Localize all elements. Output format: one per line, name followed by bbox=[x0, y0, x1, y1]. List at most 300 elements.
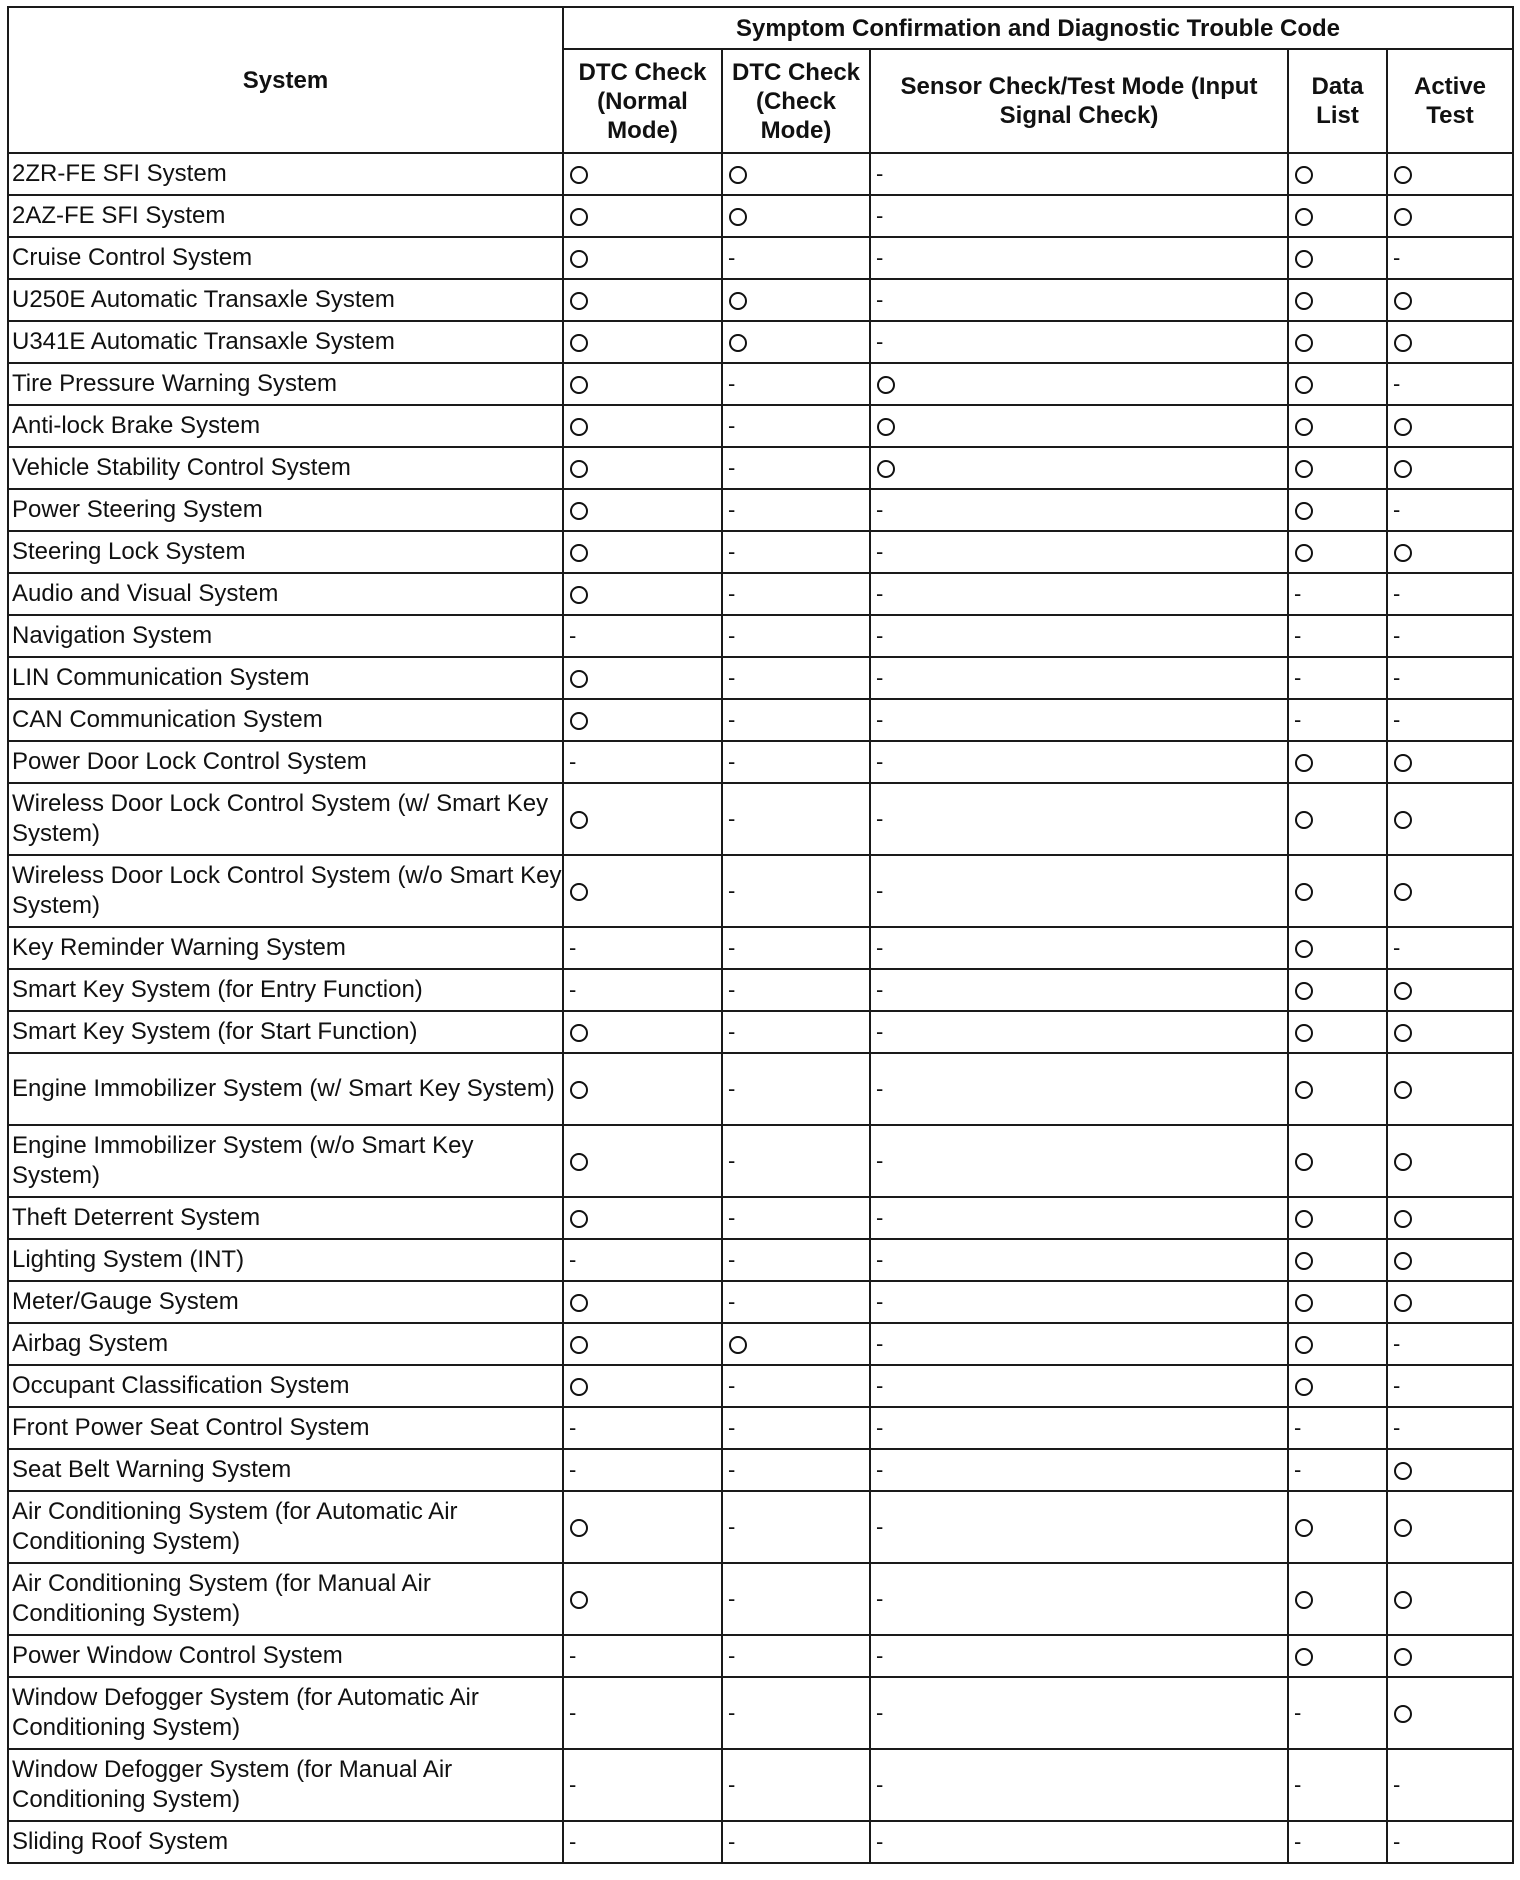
supported-circle-icon bbox=[1295, 883, 1313, 901]
active-test-cell bbox=[1387, 1635, 1513, 1677]
active-test-cell bbox=[1387, 321, 1513, 363]
not-supported-dash: - bbox=[728, 1148, 736, 1173]
not-supported-dash: - bbox=[1294, 1829, 1302, 1854]
system-name-cell: Smart Key System (for Start Function) bbox=[8, 1011, 563, 1053]
not-supported-dash: - bbox=[728, 1019, 736, 1044]
sensor-check-cell bbox=[870, 405, 1288, 447]
not-supported-dash: - bbox=[876, 1373, 884, 1398]
dtc-check-mode-cell bbox=[722, 783, 870, 855]
not-supported-dash: - bbox=[728, 455, 736, 480]
dtc-normal-mode-cell bbox=[563, 531, 722, 573]
table-row bbox=[8, 1365, 1513, 1407]
supported-circle-icon bbox=[1394, 1591, 1412, 1609]
supported-circle-icon bbox=[1295, 1153, 1313, 1171]
supported-circle-icon bbox=[729, 1336, 747, 1354]
active-test-cell bbox=[1387, 1749, 1513, 1821]
active-test-cell bbox=[1387, 237, 1513, 279]
supported-circle-icon bbox=[1394, 460, 1412, 478]
sensor-check-cell bbox=[870, 1323, 1288, 1365]
not-supported-dash: - bbox=[876, 161, 884, 186]
dtc-normal-mode-cell bbox=[563, 969, 722, 1011]
dtc-check-mode-cell bbox=[722, 489, 870, 531]
system-name-cell: Cruise Control System bbox=[8, 237, 563, 279]
dtc-normal-mode-cell bbox=[563, 657, 722, 699]
system-name-cell: Air Conditioning System (for Automatic Air Conditioning System) bbox=[8, 1491, 563, 1563]
supported-circle-icon bbox=[570, 712, 588, 730]
supported-circle-icon bbox=[1295, 1294, 1313, 1312]
dtc-check-mode-cell bbox=[722, 1365, 870, 1407]
supported-circle-icon bbox=[570, 208, 588, 226]
not-supported-dash: - bbox=[728, 1514, 736, 1539]
supported-circle-icon bbox=[570, 1294, 588, 1312]
supported-circle-icon bbox=[1295, 982, 1313, 1000]
not-supported-dash: - bbox=[728, 878, 736, 903]
table-row bbox=[8, 741, 1513, 783]
dtc-check-mode-cell bbox=[722, 615, 870, 657]
not-supported-dash: - bbox=[876, 1205, 884, 1230]
not-supported-dash: - bbox=[876, 1019, 884, 1044]
data-list-cell bbox=[1288, 657, 1387, 699]
table-row bbox=[8, 573, 1513, 615]
not-supported-dash: - bbox=[569, 1457, 577, 1482]
table-row bbox=[8, 1563, 1513, 1635]
sensor-check-cell bbox=[870, 1239, 1288, 1281]
dtc-check-mode-cell bbox=[722, 279, 870, 321]
supported-circle-icon bbox=[1295, 460, 1313, 478]
dtc-check-mode-cell bbox=[722, 969, 870, 1011]
not-supported-dash: - bbox=[876, 665, 884, 690]
dtc-normal-mode-cell bbox=[563, 1563, 722, 1635]
not-supported-dash: - bbox=[728, 665, 736, 690]
not-supported-dash: - bbox=[728, 1829, 736, 1854]
sensor-check-cell bbox=[870, 1491, 1288, 1563]
dtc-normal-mode-cell bbox=[563, 447, 722, 489]
not-supported-dash: - bbox=[1393, 707, 1401, 732]
dtc-normal-mode-cell bbox=[563, 195, 722, 237]
dtc-check-mode-cell bbox=[722, 573, 870, 615]
data-list-cell bbox=[1288, 573, 1387, 615]
system-name-cell: Wireless Door Lock Control System (w/ Smart Key System) bbox=[8, 783, 563, 855]
dtc-check-mode-cell bbox=[722, 1323, 870, 1365]
data-list-cell bbox=[1288, 321, 1387, 363]
supported-circle-icon bbox=[570, 502, 588, 520]
table-row bbox=[8, 363, 1513, 405]
supported-circle-icon bbox=[1295, 418, 1313, 436]
active-test-cell bbox=[1387, 1239, 1513, 1281]
not-supported-dash: - bbox=[876, 707, 884, 732]
not-supported-dash: - bbox=[1393, 1331, 1401, 1356]
table-row bbox=[8, 447, 1513, 489]
active-test-cell bbox=[1387, 1449, 1513, 1491]
table-row bbox=[8, 1125, 1513, 1197]
sensor-check-cell bbox=[870, 927, 1288, 969]
table-row bbox=[8, 657, 1513, 699]
not-supported-dash: - bbox=[728, 1586, 736, 1611]
dtc-check-mode-cell bbox=[722, 657, 870, 699]
dtc-normal-mode-cell bbox=[563, 1053, 722, 1125]
active-test-cell bbox=[1387, 1563, 1513, 1635]
data-list-cell bbox=[1288, 195, 1387, 237]
system-name-cell: Window Defogger System (for Automatic Air Conditioning System) bbox=[8, 1677, 563, 1749]
table-row bbox=[8, 489, 1513, 531]
not-supported-dash: - bbox=[1294, 1772, 1302, 1797]
active-test-cell bbox=[1387, 855, 1513, 927]
dtc-check-mode-cell bbox=[722, 153, 870, 195]
dtc-check-mode-cell bbox=[722, 1563, 870, 1635]
active-test-cell bbox=[1387, 1197, 1513, 1239]
data-list-cell bbox=[1288, 405, 1387, 447]
supported-circle-icon bbox=[1295, 334, 1313, 352]
not-supported-dash: - bbox=[728, 1772, 736, 1797]
table-row bbox=[8, 1011, 1513, 1053]
sensor-check-cell bbox=[870, 1677, 1288, 1749]
data-list-cell bbox=[1288, 1635, 1387, 1677]
table-row bbox=[8, 855, 1513, 927]
dtc-normal-mode-cell bbox=[563, 783, 722, 855]
table-row bbox=[8, 1449, 1513, 1491]
data-list-header: Data List bbox=[1288, 49, 1387, 153]
active-test-cell bbox=[1387, 489, 1513, 531]
data-list-cell bbox=[1288, 237, 1387, 279]
not-supported-dash: - bbox=[876, 935, 884, 960]
system-name-cell: Power Door Lock Control System bbox=[8, 741, 563, 783]
sensor-check-cell bbox=[870, 969, 1288, 1011]
not-supported-dash: - bbox=[569, 749, 577, 774]
dtc-check-mode-cell bbox=[722, 1239, 870, 1281]
data-list-cell bbox=[1288, 1323, 1387, 1365]
not-supported-dash: - bbox=[1393, 371, 1401, 396]
not-supported-dash: - bbox=[569, 1700, 577, 1725]
dtc-normal-mode-cell bbox=[563, 405, 722, 447]
sensor-check-cell bbox=[870, 1821, 1288, 1863]
dtc-check-mode-cell bbox=[722, 1749, 870, 1821]
dtc-check-mode-cell bbox=[722, 1407, 870, 1449]
system-name-cell: Power Steering System bbox=[8, 489, 563, 531]
not-supported-dash: - bbox=[1393, 581, 1401, 606]
data-list-cell bbox=[1288, 1749, 1387, 1821]
sensor-check-cell bbox=[870, 615, 1288, 657]
active-test-cell bbox=[1387, 1125, 1513, 1197]
data-list-cell bbox=[1288, 1239, 1387, 1281]
supported-circle-icon bbox=[1394, 418, 1412, 436]
table-row bbox=[8, 927, 1513, 969]
supported-circle-icon bbox=[1295, 754, 1313, 772]
active-test-cell bbox=[1387, 1053, 1513, 1125]
table-row bbox=[8, 969, 1513, 1011]
supported-circle-icon bbox=[1295, 1336, 1313, 1354]
not-supported-dash: - bbox=[1393, 1829, 1401, 1854]
data-list-cell bbox=[1288, 1407, 1387, 1449]
not-supported-dash: - bbox=[876, 329, 884, 354]
not-supported-dash: - bbox=[876, 1586, 884, 1611]
dtc-normal-mode-cell bbox=[563, 237, 722, 279]
not-supported-dash: - bbox=[1393, 245, 1401, 270]
not-supported-dash: - bbox=[728, 413, 736, 438]
dtc-check-mode-cell bbox=[722, 363, 870, 405]
data-list-cell bbox=[1288, 927, 1387, 969]
data-list-cell bbox=[1288, 1365, 1387, 1407]
supported-circle-icon bbox=[1295, 1252, 1313, 1270]
active-test-cell bbox=[1387, 531, 1513, 573]
supported-circle-icon bbox=[1295, 376, 1313, 394]
supported-circle-icon bbox=[1295, 1081, 1313, 1099]
dtc-check-mode-cell bbox=[722, 855, 870, 927]
dtc-check-mode-cell bbox=[722, 195, 870, 237]
data-list-cell bbox=[1288, 855, 1387, 927]
sensor-check-cell bbox=[870, 153, 1288, 195]
not-supported-dash: - bbox=[728, 749, 736, 774]
supported-circle-icon bbox=[1394, 1210, 1412, 1228]
dtc-normal-mode-cell bbox=[563, 699, 722, 741]
table-row bbox=[8, 1323, 1513, 1365]
sensor-check-cell bbox=[870, 657, 1288, 699]
supported-circle-icon bbox=[570, 1081, 588, 1099]
sensor-check-cell bbox=[870, 1563, 1288, 1635]
table-header bbox=[8, 7, 1513, 153]
supported-circle-icon bbox=[1394, 1252, 1412, 1270]
table-row bbox=[8, 237, 1513, 279]
supported-circle-icon bbox=[1295, 1648, 1313, 1666]
not-supported-dash: - bbox=[1393, 1772, 1401, 1797]
table-row bbox=[8, 195, 1513, 237]
not-supported-dash: - bbox=[728, 935, 736, 960]
system-name-cell: U250E Automatic Transaxle System bbox=[8, 279, 563, 321]
supported-circle-icon bbox=[729, 166, 747, 184]
not-supported-dash: - bbox=[1294, 1457, 1302, 1482]
table-row bbox=[8, 615, 1513, 657]
sensor-check-cell bbox=[870, 573, 1288, 615]
supported-circle-icon bbox=[1394, 811, 1412, 829]
not-supported-dash: - bbox=[1393, 935, 1401, 960]
not-supported-dash: - bbox=[728, 1415, 736, 1440]
active-test-cell bbox=[1387, 1677, 1513, 1749]
sensor-check-header: Sensor Check/Test Mode (Input Signal Check) bbox=[870, 49, 1288, 153]
supported-circle-icon bbox=[1394, 1648, 1412, 1666]
system-name-cell: Wireless Door Lock Control System (w/o Smart Key System) bbox=[8, 855, 563, 927]
not-supported-dash: - bbox=[1294, 707, 1302, 732]
dtc-normal-mode-cell bbox=[563, 927, 722, 969]
not-supported-dash: - bbox=[1294, 1415, 1302, 1440]
supported-circle-icon bbox=[570, 376, 588, 394]
dtc-normal-mode-cell bbox=[563, 279, 722, 321]
dtc-check-mode-cell bbox=[722, 1125, 870, 1197]
supported-circle-icon bbox=[570, 250, 588, 268]
table-row bbox=[8, 1053, 1513, 1125]
dtc-check-mode-cell bbox=[722, 237, 870, 279]
sensor-check-cell bbox=[870, 1011, 1288, 1053]
active-test-cell bbox=[1387, 279, 1513, 321]
not-supported-dash: - bbox=[569, 1415, 577, 1440]
not-supported-dash: - bbox=[876, 977, 884, 1002]
table-row bbox=[8, 1239, 1513, 1281]
not-supported-dash: - bbox=[728, 1700, 736, 1725]
sensor-check-cell bbox=[870, 1749, 1288, 1821]
not-supported-dash: - bbox=[728, 977, 736, 1002]
system-name-cell: U341E Automatic Transaxle System bbox=[8, 321, 563, 363]
system-name-cell: Air Conditioning System (for Manual Air Conditioning System) bbox=[8, 1563, 563, 1635]
data-list-cell bbox=[1288, 531, 1387, 573]
not-supported-dash: - bbox=[1294, 623, 1302, 648]
dtc-check-mode-cell bbox=[722, 1491, 870, 1563]
not-supported-dash: - bbox=[876, 878, 884, 903]
system-name-cell: CAN Communication System bbox=[8, 699, 563, 741]
not-supported-dash: - bbox=[1393, 623, 1401, 648]
system-name-cell: Steering Lock System bbox=[8, 531, 563, 573]
not-supported-dash: - bbox=[569, 1643, 577, 1668]
not-supported-dash: - bbox=[1393, 497, 1401, 522]
table-row bbox=[8, 783, 1513, 855]
supported-circle-icon bbox=[877, 418, 895, 436]
not-supported-dash: - bbox=[1393, 1415, 1401, 1440]
supported-circle-icon bbox=[1394, 334, 1412, 352]
sensor-check-cell bbox=[870, 1365, 1288, 1407]
active-test-cell bbox=[1387, 1281, 1513, 1323]
supported-circle-icon bbox=[570, 1024, 588, 1042]
system-name-cell: Airbag System bbox=[8, 1323, 563, 1365]
sensor-check-cell bbox=[870, 279, 1288, 321]
sensor-check-cell bbox=[870, 855, 1288, 927]
active-test-cell bbox=[1387, 741, 1513, 783]
table-row bbox=[8, 1407, 1513, 1449]
data-list-cell bbox=[1288, 1449, 1387, 1491]
not-supported-dash: - bbox=[728, 1373, 736, 1398]
system-name-cell: Occupant Classification System bbox=[8, 1365, 563, 1407]
supported-circle-icon bbox=[1394, 166, 1412, 184]
dtc-normal-mode-cell bbox=[563, 1011, 722, 1053]
not-supported-dash: - bbox=[569, 623, 577, 648]
not-supported-dash: - bbox=[876, 1331, 884, 1356]
table-row bbox=[8, 1635, 1513, 1677]
supported-circle-icon bbox=[570, 292, 588, 310]
active-test-cell bbox=[1387, 1821, 1513, 1863]
data-list-cell bbox=[1288, 1677, 1387, 1749]
not-supported-dash: - bbox=[876, 623, 884, 648]
not-supported-dash: - bbox=[569, 1829, 577, 1854]
supported-circle-icon bbox=[1394, 544, 1412, 562]
not-supported-dash: - bbox=[569, 935, 577, 960]
system-name-cell: Anti-lock Brake System bbox=[8, 405, 563, 447]
active-test-cell bbox=[1387, 969, 1513, 1011]
not-supported-dash: - bbox=[728, 1643, 736, 1668]
supported-circle-icon bbox=[570, 586, 588, 604]
active-test-cell bbox=[1387, 927, 1513, 969]
dtc-check-mode-cell bbox=[722, 927, 870, 969]
sensor-check-cell bbox=[870, 1125, 1288, 1197]
supported-circle-icon bbox=[1394, 1024, 1412, 1042]
supported-circle-icon bbox=[1295, 250, 1313, 268]
not-supported-dash: - bbox=[728, 707, 736, 732]
supported-circle-icon bbox=[1295, 166, 1313, 184]
dtc-normal-mode-cell bbox=[563, 1407, 722, 1449]
system-name-cell: Tire Pressure Warning System bbox=[8, 363, 563, 405]
not-supported-dash: - bbox=[1393, 665, 1401, 690]
supported-circle-icon bbox=[1295, 1591, 1313, 1609]
supported-circle-icon bbox=[1295, 208, 1313, 226]
system-name-cell: Front Power Seat Control System bbox=[8, 1407, 563, 1449]
table-row bbox=[8, 279, 1513, 321]
data-list-cell bbox=[1288, 783, 1387, 855]
not-supported-dash: - bbox=[728, 245, 736, 270]
dtc-check-mode-cell bbox=[722, 1197, 870, 1239]
not-supported-dash: - bbox=[569, 1772, 577, 1797]
not-supported-dash: - bbox=[1294, 665, 1302, 690]
system-name-cell: Sliding Roof System bbox=[8, 1821, 563, 1863]
active-test-cell bbox=[1387, 615, 1513, 657]
not-supported-dash: - bbox=[728, 371, 736, 396]
not-supported-dash: - bbox=[728, 1247, 736, 1272]
supported-circle-icon bbox=[570, 166, 588, 184]
sensor-check-cell bbox=[870, 531, 1288, 573]
table-row bbox=[8, 153, 1513, 195]
supported-circle-icon bbox=[570, 1336, 588, 1354]
diagnostic-capability-table bbox=[7, 6, 1514, 1864]
active-test-cell bbox=[1387, 1365, 1513, 1407]
table-row bbox=[8, 699, 1513, 741]
active-test-cell bbox=[1387, 699, 1513, 741]
symptom-group-header: Symptom Confirmation and Diagnostic Trouble Code bbox=[563, 7, 1513, 49]
data-list-cell bbox=[1288, 1821, 1387, 1863]
not-supported-dash: - bbox=[876, 1514, 884, 1539]
dtc-check-mode-cell bbox=[722, 741, 870, 783]
supported-circle-icon bbox=[1394, 1462, 1412, 1480]
active-test-cell bbox=[1387, 783, 1513, 855]
dtc-normal-mode-cell bbox=[563, 855, 722, 927]
dtc-normal-mode-cell bbox=[563, 1491, 722, 1563]
dtc-normal-mode-cell bbox=[563, 1239, 722, 1281]
supported-circle-icon bbox=[1295, 940, 1313, 958]
sensor-check-cell bbox=[870, 363, 1288, 405]
supported-circle-icon bbox=[1394, 292, 1412, 310]
dtc-check-mode-cell bbox=[722, 1635, 870, 1677]
not-supported-dash: - bbox=[876, 497, 884, 522]
dtc-normal-mode-cell bbox=[563, 363, 722, 405]
table-row bbox=[8, 531, 1513, 573]
table-row bbox=[8, 405, 1513, 447]
active-test-cell bbox=[1387, 657, 1513, 699]
not-supported-dash: - bbox=[728, 1289, 736, 1314]
dtc-normal-mode-cell bbox=[563, 1197, 722, 1239]
active-test-cell bbox=[1387, 1011, 1513, 1053]
table-row bbox=[8, 321, 1513, 363]
not-supported-dash: - bbox=[876, 806, 884, 831]
sensor-check-cell bbox=[870, 321, 1288, 363]
supported-circle-icon bbox=[1394, 208, 1412, 226]
supported-circle-icon bbox=[1394, 1153, 1412, 1171]
data-list-cell bbox=[1288, 363, 1387, 405]
supported-circle-icon bbox=[1295, 1519, 1313, 1537]
dtc-normal-mode-cell bbox=[563, 1635, 722, 1677]
dtc-normal-mode-cell bbox=[563, 321, 722, 363]
dtc-check-mode-cell bbox=[722, 1281, 870, 1323]
dtc-normal-mode-cell bbox=[563, 489, 722, 531]
system-name-cell: Engine Immobilizer System (w/ Smart Key System) bbox=[8, 1053, 563, 1125]
system-name-cell: Lighting System (INT) bbox=[8, 1239, 563, 1281]
dtc-check-mode-cell bbox=[722, 1449, 870, 1491]
not-supported-dash: - bbox=[728, 1205, 736, 1230]
system-name-cell: LIN Communication System bbox=[8, 657, 563, 699]
table-row bbox=[8, 1491, 1513, 1563]
table-row bbox=[8, 1749, 1513, 1821]
system-name-cell: Engine Immobilizer System (w/o Smart Key System) bbox=[8, 1125, 563, 1197]
active-test-cell bbox=[1387, 447, 1513, 489]
sensor-check-cell bbox=[870, 237, 1288, 279]
not-supported-dash: - bbox=[728, 623, 736, 648]
supported-circle-icon bbox=[877, 376, 895, 394]
dtc-normal-mode-cell bbox=[563, 1677, 722, 1749]
data-list-cell bbox=[1288, 1053, 1387, 1125]
data-list-cell bbox=[1288, 279, 1387, 321]
data-list-cell bbox=[1288, 1281, 1387, 1323]
